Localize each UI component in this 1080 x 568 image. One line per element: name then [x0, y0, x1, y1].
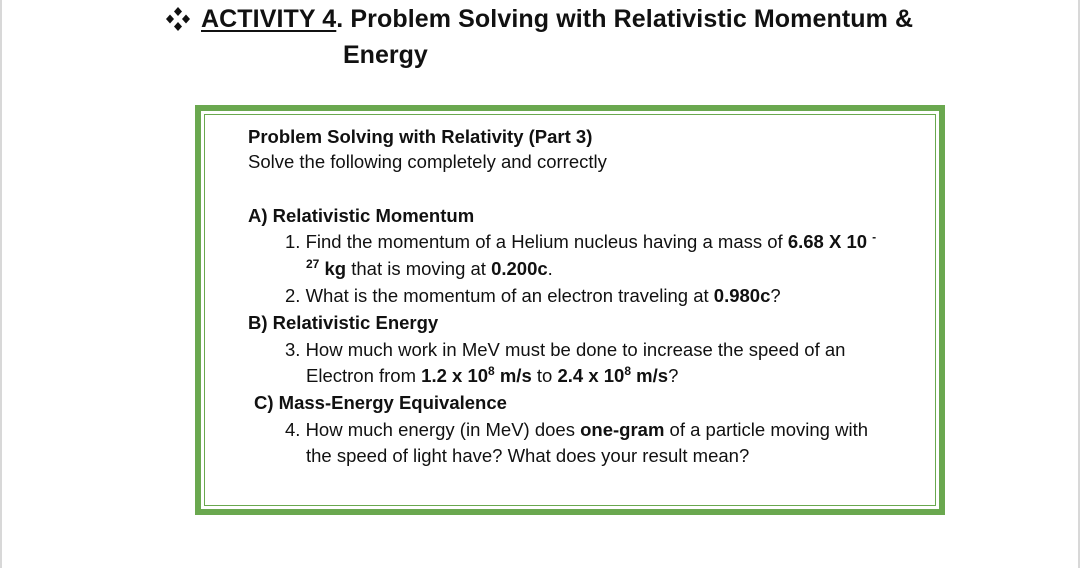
question-4-line2: the speed of light have? What does your result mean?	[306, 445, 750, 466]
activity-title-line2: Energy	[343, 41, 428, 69]
section-c-label: C) Mass-Energy Equivalence	[254, 392, 507, 413]
q3-v1: 1.2 x 10	[421, 365, 489, 386]
q1-prefix: 1. Find the momentum of a Helium nucleus having a mass of	[285, 231, 788, 252]
question-1-line1	[285, 230, 876, 256]
page-left-edge	[0, 0, 2, 568]
q1-exponent: 27	[306, 257, 320, 271]
q1-end: .	[547, 258, 553, 279]
q1-speed: 0.200c	[491, 258, 548, 279]
activity-title	[201, 2, 961, 36]
q3-to: to	[531, 365, 558, 386]
section-a-label: A) Relativistic Momentum	[248, 205, 475, 226]
q3-exp2: 8	[624, 364, 632, 378]
question-3-line1: 3. How much work in MeV must be done to increase the speed of an	[285, 339, 846, 360]
question-1-line2	[306, 257, 553, 283]
activity-label: ACTIVITY 4	[201, 5, 337, 33]
four-diamond-bullet-icon	[164, 6, 192, 32]
q3-end: ?	[668, 365, 679, 386]
q1-mid: that is moving at	[346, 258, 492, 279]
question-2	[285, 284, 781, 308]
q3-prefix: Electron from	[306, 365, 422, 386]
q1-dash: -	[872, 230, 877, 244]
q4-prefix: 4. How much energy (in MeV) does	[285, 419, 581, 440]
box-instruction: Solve the following completely and correctly	[248, 151, 607, 172]
q4-bold: one-gram	[580, 419, 665, 440]
question-4-line1	[285, 418, 868, 442]
q3-v2: 2.4 x 10	[557, 365, 625, 386]
q2-end: ?	[770, 285, 781, 306]
q3-exp1: 8	[488, 364, 495, 378]
q1-mass: 6.68 X 10	[787, 231, 868, 252]
box-heading: Problem Solving with Relativity (Part 3)	[248, 126, 593, 147]
q2-prefix: 2. What is the momentum of an electron traveling at	[285, 285, 714, 306]
q3-u2: m/s	[631, 365, 669, 386]
q1-unit: kg	[319, 258, 347, 279]
activity-title-text: . Problem Solving with Relativistic Momentum &	[336, 5, 914, 33]
q2-speed: 0.980c	[713, 285, 771, 306]
section-b-label: B) Relativistic Energy	[248, 312, 439, 333]
question-3-line2	[306, 364, 678, 390]
q3-u1: m/s	[494, 365, 532, 386]
q4-rest: of a particle moving with	[664, 419, 868, 440]
